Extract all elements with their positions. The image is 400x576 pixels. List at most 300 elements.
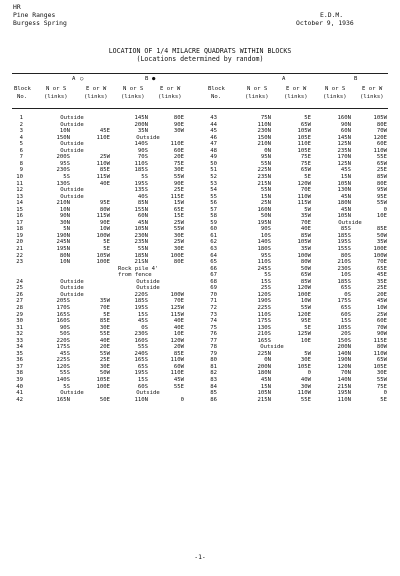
right-b-ew-value: 35W [376,239,387,246]
right-b-ew-value: 120E [373,134,387,141]
right-a-ns-value: 140S [257,239,271,246]
left-b-ns-value: 240S [134,350,148,357]
left-a-ns-value: 165S [56,311,70,318]
right-a-ew-value: 0 [307,370,311,377]
right-b-ns-value: 10S [340,272,351,279]
left-b-ns-value: 110N [134,396,148,403]
left-a-outside: Outside [60,193,84,200]
right-b-ns-value: 85S [340,226,351,233]
left-b-ew-value: 10E [173,331,184,338]
left-a-ns-value: 130S [56,180,70,187]
left-b-ns-value: 35N [137,128,148,135]
right-a-ew-value: 5E [304,324,311,331]
left-b-ew-value: 85E [173,350,184,357]
right-a-ew-value: 105W [297,239,311,246]
left-block-number: 23 [16,259,23,266]
right-b-ns-value: 195N [337,390,351,397]
left-a-outside: Outside [60,278,84,285]
left-b-ns-value: 185S [134,298,148,305]
right-a-ew-value: 120W [297,285,311,292]
left-b-ns-value: 85N [137,200,148,207]
right-a-ns-value: 15N [260,383,271,390]
left-block-number: 6 [19,147,23,154]
right-a-ns-value: 50N [260,213,271,220]
right-b-ew-value: 80E [376,180,387,187]
right-a-ew-value: 75E [300,160,311,167]
right-a-ns-value: 0N [264,147,271,154]
left-block-number: 13 [16,193,23,200]
right-block-number: 61 [210,232,217,239]
right-a-ns-value: 225S [257,304,271,311]
left-block-number: 3 [19,128,23,135]
left-b-ew-value: 55W [173,226,184,233]
left-group-b: B [145,76,149,82]
left-block-number: 32 [16,331,23,338]
right-block-number: 86 [210,396,217,403]
left-a-ew-value: 70E [99,304,110,311]
right-a-ns-value: 175S [257,318,271,325]
right-b-ns-value: 45N [340,206,351,213]
left-block-number: 2 [19,121,23,128]
left-b-ns-value: 45N [137,219,148,226]
left-b-ew-value: 40E [173,318,184,325]
right-a-ew-value: 125W [297,331,311,338]
left-a-ns-value: 140S [56,377,70,383]
right-b-ew-value: 110W [373,147,387,154]
right-block-number: 66 [210,265,217,272]
right-b-ns-value: 195S [337,239,351,246]
right-a-ew-value: 70E [300,219,311,226]
left-b-note: from fence [118,272,152,279]
right-a-ns-value: 235N [257,173,271,180]
left-b-outside: Outside [136,134,160,141]
left-a-ns-value: 5S [63,383,70,390]
left-b-ew-value: 25E [173,187,184,194]
left-a-ns-value: 150N [56,134,70,141]
right-a-ew-value: 30W [300,383,311,390]
right-block-number: 82 [210,370,217,377]
left-a-ns-value: 45S [59,350,70,357]
right-block-number: 50 [210,160,217,167]
right-a-ns-value: 195N [257,219,271,226]
left-a-ew-value: 5E [103,246,110,252]
left-a-ns-value: 120S [56,363,70,370]
left-b-ew-value: 120W [170,337,184,344]
right-a-ew: E or W [286,86,307,92]
right-a-ew-value: 115W [297,200,311,207]
left-b-ns-value: 140S [134,141,148,148]
left-b-ew-value: 60W [173,363,184,370]
left-b-ew-value: 75E [173,160,184,167]
left-block-number: 38 [16,370,23,377]
left-b-ew-value: 115W [170,311,184,318]
right-a-ew-value: 75E [300,154,311,161]
right-b-ew-value: 80W [376,344,387,351]
left-block-number: 15 [16,206,23,213]
right-b-ns-value: 70N [340,370,351,377]
right-block-number: 85 [210,390,217,397]
left-block-number: 36 [16,357,23,364]
right-b-ew-value: 0 [383,390,387,397]
right-a-ew-value: 100W [297,252,311,259]
left-a-ew-value: 100W [96,232,110,239]
right-b-ew-value: 70W [376,324,387,331]
left-b-ew-value: 60E [173,147,184,154]
right-a-ew-value: 110W [297,193,311,200]
right-a-ns-value: 210S [257,331,271,338]
left-b-ew-value: 80E [173,259,184,266]
left-a-ew-value: 115W [96,213,110,220]
left-block-number: 10 [16,173,23,180]
left-b-ns-value: 200N [134,121,148,128]
right-block-label: Block [208,86,225,92]
left-a-outside: Outside [60,187,84,194]
left-b-ns-value: 160S [134,337,148,344]
left-b-ns-value: 15S [137,311,148,318]
left-a-ew-value: 55E [99,331,110,338]
right-b-ns-value: 45S [340,167,351,174]
left-a-ns-value: 5N [63,226,70,233]
left-b-ew-value: 80E [173,115,184,121]
right-block-number: 47 [210,141,217,148]
left-b-ns-value: 185N [134,252,148,259]
left-b-ns: N or S [123,86,144,92]
left-b-ns-value: 135S [134,187,148,194]
right-b-ew-value: 50W [376,232,387,239]
right-b-ew-value: 60E [376,318,387,325]
left-no-label: No. [17,94,28,100]
right-a-ns-value: 110S [257,259,271,266]
right-a-ns-value: 0N [264,357,271,364]
header-date: October 9, 1936 [296,19,354,27]
right-block-number: 55 [210,193,217,200]
right-a-ns-value: 225N [257,350,271,357]
left-block-number: 25 [16,285,23,292]
right-a-ns-value: 225N [257,167,271,174]
right-a-ns-value: 215N [257,180,271,187]
top-rule [12,73,388,74]
left-a-ns-value: 90N [59,213,70,220]
right-block-number: 49 [210,154,217,161]
right-b-ew-value: 95W [376,187,387,194]
right-b-ew-unit: (links) [360,94,384,100]
left-a-ew-value: 20E [99,344,110,351]
left-b-ns-value: 155N [134,206,148,213]
right-a-ns-value: 55N [260,160,271,167]
left-a-ew-unit: (links) [84,94,108,100]
left-a-ns-value: 10N [59,259,70,266]
right-b-ew-value: 45E [376,272,387,279]
right-a-ns-value: 110N [257,121,271,128]
right-b-ew-value: 65W [376,160,387,167]
right-b-ns: N or S [325,86,346,92]
left-a-ns-value: 5S [63,173,70,180]
left-a-ns-value: 30N [59,219,70,226]
left-a-outside: Outside [60,147,84,154]
left-a-ns-value: 55S [59,370,70,377]
right-b-ew-value: 25E [376,285,387,292]
left-block-number: 1 [19,115,23,121]
left-a-ew-value: 85E [99,167,110,174]
right-b-ew-value: 5E [380,396,387,403]
right-a-ns-value: 55N [260,187,271,194]
left-b-ew-value: 20E [173,154,184,161]
left-block-number: 19 [16,232,23,239]
left-block-number: 8 [19,160,23,167]
right-b-ns-value: 140N [337,350,351,357]
right-a-ns-value: 120S [257,291,271,298]
left-block-number: 34 [16,344,23,351]
left-a-ew-value: 35W [99,298,110,305]
left-a-ns-value: 210N [56,200,70,207]
right-a-ew-value: 30E [300,357,311,364]
left-block-number: 16 [16,213,23,220]
header-code: HR [13,3,21,11]
right-b-ns-value: 180N [337,200,351,207]
right-b-ns-value: 170N [337,154,351,161]
left-b-ew-value: 70E [173,298,184,305]
left-block-number: 9 [19,167,23,174]
right-b-ns-value: 20S [340,331,351,338]
right-b-ns-value: 190N [337,357,351,364]
right-block-number: 53 [210,180,217,187]
right-a-outside: Outside [260,344,284,351]
left-b-ns-value: 195S [134,304,148,311]
left-b-ew-value: 25W [173,219,184,226]
right-b-ns-value: 105S [337,324,351,331]
left-a-ew-value: 50W [99,370,110,377]
left-a-ew-value: 115W [96,173,110,180]
right-b-ns-value: 105N [337,213,351,220]
right-b-ns-value: 175S [337,298,351,305]
right-block-number: 76 [210,331,217,338]
left-b-ns-value: 65S [137,363,148,370]
left-b-ew-value: 55W [173,173,184,180]
right-b-ew-value: 25E [376,167,387,174]
right-b-outside: Outside [338,219,362,226]
right-a-ew-value: 35W [300,213,311,220]
right-b-ns-value: 105N [337,180,351,187]
left-b-ns-value: 0S [141,324,148,331]
left-a-ew-value: 95E [99,200,110,207]
left-b-ns-value: 230S [134,331,148,338]
right-block-number: 43 [210,115,217,121]
right-b-ew-value: 55W [376,377,387,383]
right-b-ew-value: 70E [376,259,387,266]
left-b-ns-value: 55N [137,246,148,252]
right-a-ns-value: 75N [260,115,271,121]
left-b-ns-value: 21SN [134,259,148,266]
left-b-ns-value: 40S [137,193,148,200]
right-block-number: 74 [210,318,217,325]
left-b-ew-value: 0 [180,396,184,403]
right-a-ew-value: 35W [300,246,311,252]
left-b-ew-value: 30E [173,232,184,239]
left-a-ns-value: 195N [56,246,70,252]
right-a-ew-value: 85W [300,278,311,285]
left-a-ew-value: 50E [99,396,110,403]
right-block-number: 68 [210,278,217,285]
right-a-ew-value: 105E [297,363,311,370]
left-a-ns-value: 10N [59,206,70,213]
right-a-ns-value: 130S [257,324,271,331]
right-block-number: 69 [210,285,217,292]
left-a-outside: Outside [60,285,84,292]
left-a-ns-value: 200S [56,154,70,161]
right-block-number: 73 [210,311,217,318]
right-a-ns-value: 200N [257,363,271,370]
left-a-ns-value: 90S [59,324,70,331]
left-block-number: 42 [16,396,23,403]
left-b-ew-unit: (links) [158,94,182,100]
header-place: Burgess Spring [13,19,67,27]
right-b-ew-value: 65W [376,357,387,364]
right-b-ew-value: 70W [376,128,387,135]
right-b-ns-value: 150S [337,337,351,344]
right-b-ns-value: 60N [340,128,351,135]
right-a-ns-value: 150N [257,134,271,141]
left-block-number: 30 [16,318,23,325]
right-block-number: 57 [210,206,217,213]
header-rule [12,108,388,109]
left-a-ew-value: 80W [99,206,110,213]
left-block-number: 12 [16,187,23,194]
right-block-number: 44 [210,121,217,128]
right-a-ew-value: 65W [300,272,311,279]
right-b-ew-value: 105W [373,115,387,121]
right-b-ew: E or W [362,86,383,92]
right-a-ns-value: 105N [257,390,271,397]
right-b-ns-value: 160N [337,115,351,121]
right-a-ns: N or S [247,86,268,92]
right-b-ew-value: 10E [376,213,387,220]
left-a-ew-value: 25W [99,154,110,161]
right-a-ew-value: 70E [300,187,311,194]
right-a-ns-value: 10S [260,232,271,239]
right-block-number: 59 [210,219,217,226]
left-a-ew-value: 45E [99,128,110,135]
right-a-ns-value: 245S [257,265,271,272]
left-b-ns-unit: (links) [121,94,145,100]
left-block-number: 7 [19,154,23,161]
left-block-number: 20 [16,239,23,246]
right-a-ns-value: 165S [257,337,271,344]
right-b-ns-value: 15N [340,173,351,180]
right-b-ew-value: 115E [373,337,387,344]
right-b-ew-value: 45W [376,298,387,305]
right-block-number: 54 [210,187,217,194]
right-block-number: 65 [210,259,217,266]
left-b-ew-value: 25W [173,239,184,246]
right-b-ns-value: 215N [337,383,351,390]
right-b-ns-value: 140N [337,377,351,383]
left-a-ew-value: 105E [96,377,110,383]
right-b-ns-value: 0S [344,291,351,298]
right-b-ew-value: 85W [376,173,387,180]
left-b-ew-value: 65E [173,206,184,213]
right-a-ew-value: 120E [297,311,311,318]
left-block-number: 27 [16,298,23,305]
left-block-number: 17 [16,219,23,226]
left-b-ns-value: 60S [137,383,148,390]
left-block-number: 4 [19,134,23,141]
right-a-ns-value: 230N [257,128,271,135]
right-b-ns-value: 230S [337,265,351,272]
right-a-ns-value: 5S [264,272,271,279]
left-block-number: 28 [16,304,23,311]
right-block-number: 79 [210,350,217,357]
right-a-ew-value: 105W [297,128,311,135]
right-a-ew-value: 110E [297,141,311,148]
right-a-ew-value: 5E [304,115,311,121]
marker-a-icon: ○ [80,76,84,82]
right-b-ew-value: 35E [376,278,387,285]
page-number: -1- [194,553,206,561]
right-a-ew-value: 95E [300,318,311,325]
right-a-ns-value: 210N [257,141,271,148]
header-org: Pine Ranges [13,11,56,19]
right-block-number: 77 [210,337,217,344]
right-b-ns-value: 130N [337,187,351,194]
right-a-ew-value: 105E [297,147,311,154]
left-block-number: 37 [16,363,23,370]
left-b-ew: E or W [160,86,181,92]
left-block-number: 31 [16,324,23,331]
right-block-number: 81 [210,363,217,370]
left-block-number: 40 [16,383,23,390]
left-b-ns-value: 230N [134,232,148,239]
right-b-ns-value: 210S [337,259,351,266]
right-block-number: 63 [210,246,217,252]
left-b-ns-value: 195S [134,180,148,187]
right-no-label: No. [211,94,222,100]
right-b-ns-unit: (links) [323,94,347,100]
left-a-ew-value: 100E [96,259,110,266]
left-a-ew-value: 5E [103,311,110,318]
right-b-ew-value: 20E [376,291,387,298]
left-block-number: 5 [19,141,23,148]
right-block-number: 60 [210,226,217,233]
right-a-ew-value: 55W [300,304,311,311]
left-a-ns: N or S [46,86,67,92]
left-b-ns-value: 145N [134,115,148,121]
left-block-number: 29 [16,311,23,318]
right-b-ns-value: 125N [337,160,351,167]
left-block-number: 24 [16,278,23,285]
right-b-ew-value: 60E [376,141,387,148]
right-a-ns-value: 90S [260,226,271,233]
left-a-ew-value: 25E [99,357,110,364]
left-a-ew-value: 10W [99,226,110,233]
right-a-ew-unit: (links) [284,94,308,100]
right-b-ew-value: 105E [373,363,387,370]
right-a-ew-value: 110W [297,390,311,397]
header-initials: E.D.M. [320,11,344,19]
left-b-ns-value: 110S [134,160,148,167]
right-block-number: 45 [210,128,217,135]
right-a-ew-value: 105E [297,134,311,141]
left-a-ns-value: 225S [56,357,70,364]
right-a-ew-value: 55E [300,396,311,403]
right-block-number: 64 [210,252,217,259]
left-block-number: 18 [16,226,23,233]
left-a-ew-value: 40E [99,337,110,344]
left-a-ew: E or W [86,86,107,92]
left-b-ew-value: 45W [173,377,184,383]
left-b-ew-value: 15W [173,200,184,207]
right-block-number: 56 [210,200,217,207]
right-b-ew-value: 100E [373,246,387,252]
